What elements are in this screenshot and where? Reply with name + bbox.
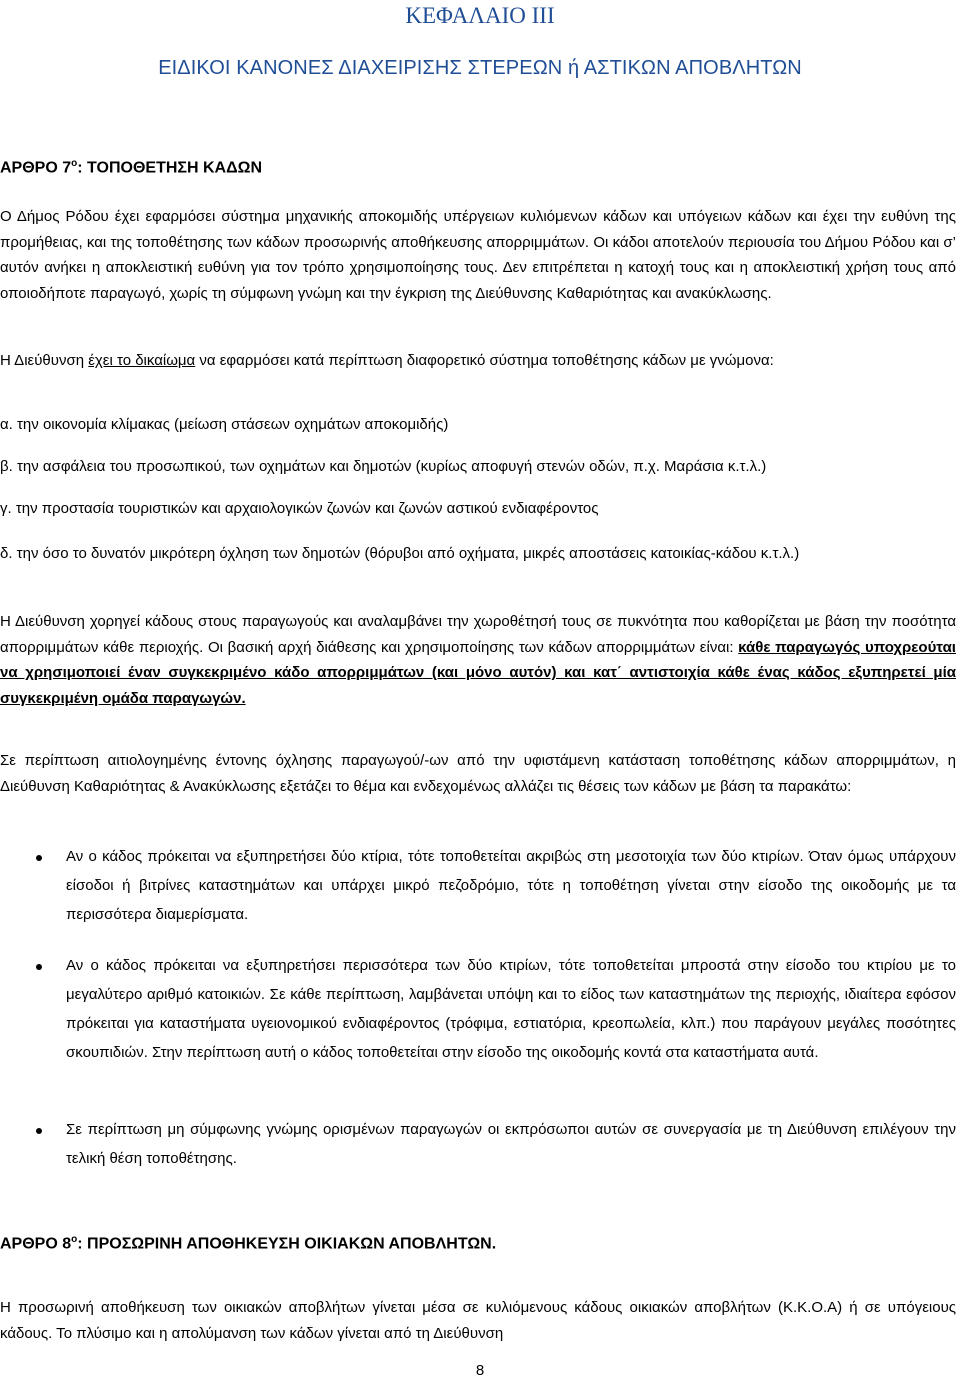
article-7-paragraph-3: Η Διεύθυνση χορηγεί κάδους στους παραγωγούς και αναλαμβάνει την χωροθέτησή τους σε πυκνότητα που καθορίζεται με βάση την ποσότητα απορριμμάτων κάθε περιοχής. Οι βασική αρχή διάθεσης και χρησιμοποίησης των κάδων απορριμμάτων είναι: κάθε παραγωγός υποχρεούται να χρησιμοποιεί έναν συγκεκριμένο κάδο απορριμμάτων (και μόνο αυτόν) και κατ΄ αντιστοιχία κάθε ένας κάδος εξυπηρετεί μία συγκεκριμένη ομάδα παραγωγών. — [0, 613, 956, 707]
bullet-item-3: Σε περίπτωση μη σύμφωνης γνώμης ορισμένων παραγωγών οι εκπρόσωποι αυτών σε συνεργασία με τη Διεύθυνση επιλέγουν την τελική θέση τοποθέτησης. — [66, 1121, 956, 1167]
underlined-right: έχει το δικαίωμα — [88, 352, 196, 369]
bullet-icon — [36, 855, 42, 861]
bullet-item-1: Αν ο κάδος πρόκειται να εξυπηρετήσει δύο κτίρια, τότε τοποθετείται ακριβώς στη μεσοτοιχία των δύο κτιρίων. Όταν όμως υπάρχουν είσοδοι ή βιτρίνες καταστημάτων και υπάρχει μικρό πεζοδρόμιο, τότε η τοποθέτηση γίνεται στην είσοδο της οικοδομής με τα περισσότερα διαμερίσματα. — [66, 848, 956, 923]
chapter-subtitle: ΕΙΔΙΚΟΙ ΚΑΝΟΝΕΣ ΔΙΑΧΕΙΡΙΣΗΣ ΣΤΕΡΕΩΝ ή ΑΣΤΙΚΩΝ ΑΠΟΒΛΗΤΩΝ — [158, 57, 802, 79]
page-number: 8 — [475, 1362, 485, 1379]
article-7-paragraph-4: Σε περίπτωση αιτιολογημένης έντονης όχλησης παραγωγού/-ων από την υφιστάμενη κατάσταση τοποθέτησης κάδων απορριμμάτων, η Διεύθυνση Καθαριότητας & Ανακύκλωσης εξετάζει το θέμα και ενδεχομένως αλλάζει τις θέσεις των κάδων με βάση τα παρακάτω: — [0, 752, 956, 795]
article-7-heading: ΑΡΘΡΟ $7^o$: ΤΟΠΟΘΕΤΗΣΗ ΚΑΔΩΝ — [0, 158, 262, 177]
article-7-paragraph-1: Ο Δήμος Ρόδου έχει εφαρμόσει σύστημα μηχανικής αποκομιδής υπέργειων κυλιόμενων κάδων και υπόγειων κάδων και έχει την ευθύνη της προμήθειας, και της τοποθέτησης των κάδων προσωρινής αποθήκευσης απορριμμάτων. Οι κάδοι αποτελούν περιουσία του Δήμου Ρόδου και σ’ αυτόν ανήκει η αποκλειστική ευθύνη για τον τρόπο χρησιμοποίησης τους. Δεν επιτρέπεται η κατοχή τους και η αποκλειστική χρήση τους από οποιοδήποτε παραγωγό, χωρίς τη σύμφωνη γνώμη και την έγκριση της Διεύθυνσης Καθαριότητας και ανακύκλωσης. — [0, 208, 956, 302]
article-7-paragraph-2: Η Διεύθυνση έχει το δικαίωμα να εφαρμόσει κατά περίπτωση διαφορετικό σύστημα τοποθέτησης κάδων με γνώμονα: — [0, 352, 774, 369]
criterion-d: δ. την όσο το δυνατόν μικρότερη όχληση των δημοτών (θόρυβοι από οχήματα, μικρές αποστάσεις κατοικίας-κάδου κ.τ.λ.) — [0, 545, 800, 562]
bullet-icon — [36, 1128, 42, 1134]
bullet-icon — [36, 964, 42, 970]
chapter-title: ΚΕΦΑΛΑΙΟ ΙΙΙ — [405, 3, 555, 28]
article-8-heading: ΑΡΘΡΟ $8^o$: ΠΡΟΣΩΡΙΝΗ ΑΠΟΘΗΚΕΥΣΗ ΟΙΚΙΑΚΩΝ ΑΠΟΒΛΗΤΩΝ. — [0, 1234, 497, 1253]
criterion-a: α. την οικονομία κλίμακας (μείωση στάσεων οχημάτων αποκομιδής) — [0, 416, 449, 433]
article-8-paragraph-1: Η προσωρινή αποθήκευση των οικιακών αποβλήτων γίνεται μέσα σε κυλιόμενους κάδους οικιακών αποβλήτων (Κ.Κ.Ο.Α) ή σε υπόγειους κάδους. Το πλύσιμο και η απολύμανση των κάδων γίνεται από τη Διεύθυνση — [0, 1299, 956, 1342]
bold-underlined-principle: κάθε παραγωγός υποχρεούται να χρησιμοποιεί έναν συγκεκριμένο κάδο απορριμμάτων (και μόνο αυτόν) και κατ΄ αντιστοιχία κάθε ένας κάδος εξυπηρετεί μία συγκεκριμένη ομάδα παραγωγών. — [0, 638, 956, 707]
criterion-c: γ. την προστασία τουριστικών και αρχαιολογικών ζωνών και ζωνών αστικού ενδιαφέροντος — [0, 500, 599, 517]
criterion-b: β. την ασφάλεια του προσωπικού, των οχημάτων και δημοτών (κυρίως αποφυγή στενών οδών, π.χ. Μαράσια κ.τ.λ.) — [0, 458, 767, 475]
bullet-item-2: Αν ο κάδος πρόκειται να εξυπηρετήσει περισσότερα των δύο κτιρίων, τότε τοποθετείται μπροστά στην είσοδο του κτιρίου με το μεγαλύτερο αριθμό κατοικιών. Σε κάθε περίπτωση, λαμβάνεται υπόψη και το είδος των καταστημάτων της περιοχής, ιδιαίτερα εφόσον πρόκειται για καταστήματα υγειονομικού ενδιαφέροντος (τρόφιμα, εστιατόρια, κρεοπωλεία, κλπ.) που παράγουν μεγάλες ποσότητες σκουπιδιών. Στην περίπτωση αυτή ο κάδος τοποθετείται στην είσοδο της οικοδομής κοντά στα καταστήματα αυτά. — [66, 957, 956, 1061]
